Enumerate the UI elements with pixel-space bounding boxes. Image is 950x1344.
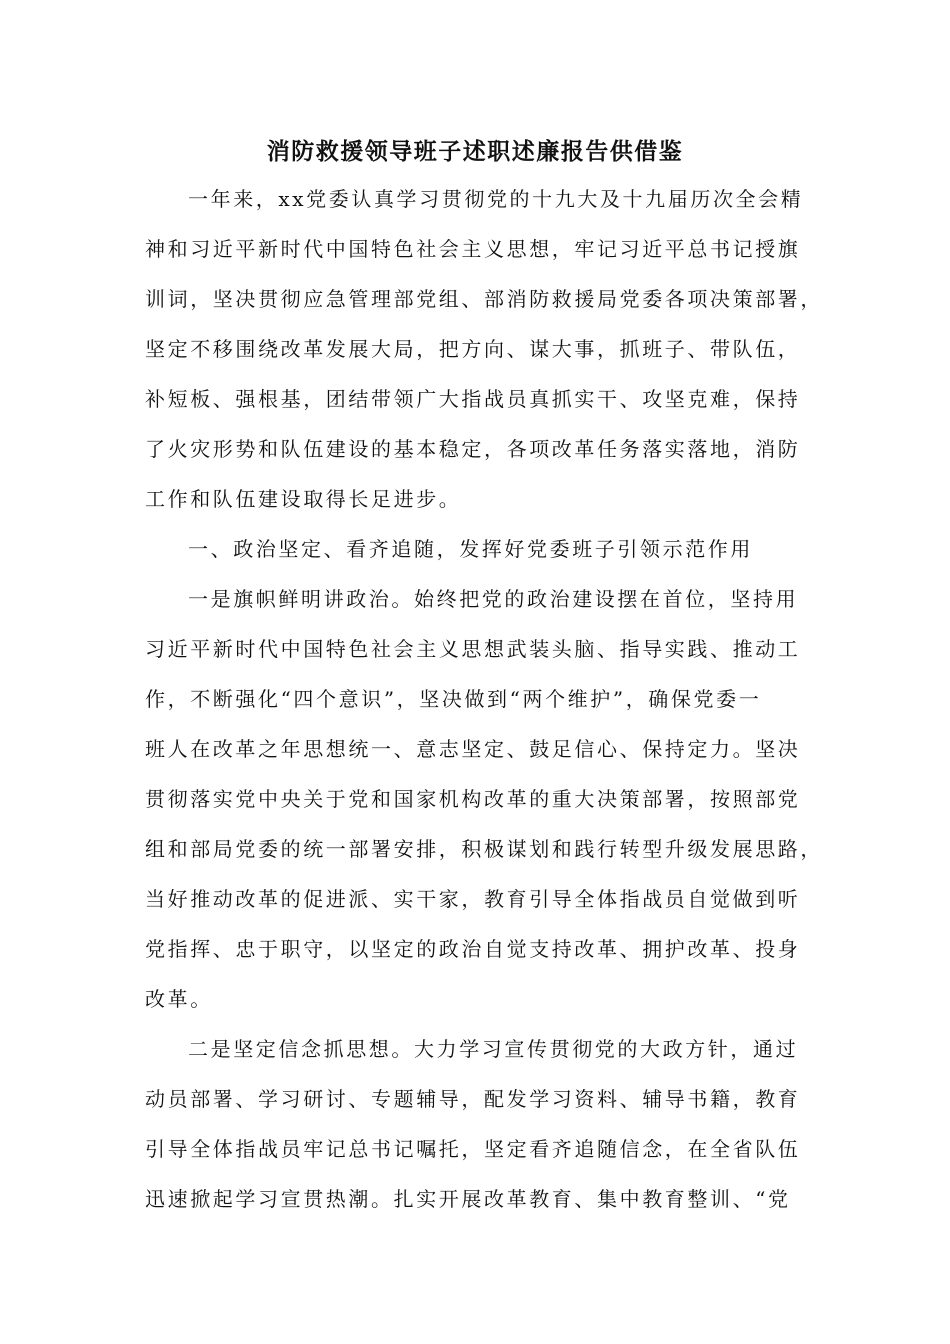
text-line: 班人在改革之年思想统一、意志坚定、鼓足信心、保持定力。坚决 (145, 737, 801, 761)
text-line: 了火灾形势和队伍建设的基本稳定，各项改革任务落实落地，消防 (145, 437, 801, 461)
section-heading: 一、政治坚定、看齐追随，发挥好党委班子引领示范作用 (188, 537, 753, 561)
text-line: 组和部局党委的统一部署安排，积极谋划和践行转型升级发展思路， (145, 837, 823, 861)
text-line: 坚定不移围绕改革发展大局，把方向、谋大事，抓班子、带队伍， (145, 337, 801, 361)
text-line: 神和习近平新时代中国特色社会主义思想，牢记习近平总书记授旗 (145, 237, 801, 261)
text-line: 一是旗帜鲜明讲政治。始终把党的政治建设摆在首位，坚持用 (188, 587, 799, 611)
text-line: 补短板、强根基，团结带领广大指战员真抓实干、攻坚克难，保持 (145, 387, 801, 411)
text-line: 引导全体指战员牢记总书记嘱托，坚定看齐追随信念，在全省队伍 (145, 1137, 801, 1161)
text-line: 二是坚定信念抓思想。大力学习宣传贯彻党的大政方针，通过 (188, 1037, 799, 1061)
text-line: 当好推动改革的促进派、实干家，教育引导全体指战员自觉做到听 (145, 887, 801, 911)
text-line: 作，不断强化“四个意识”，坚决做到“两个维护”，确保党委一 (145, 687, 762, 711)
text-line: 迅速掀起学习宣贯热潮。扎实开展改革教育、集中教育整训、“党 (145, 1187, 791, 1211)
document-title: 消防救援领导班子述职述廉报告供借鉴 (266, 138, 684, 165)
text-line: 动员部署、学习研讨、专题辅导，配发学习资料、辅导书籍，教育 (145, 1087, 801, 1111)
text-line: 一年来，xx党委认真学习贯彻党的十九大及十九届历次全会精 (188, 187, 804, 211)
text-line: 习近平新时代中国特色社会主义思想武装头脑、指导实践、推动工 (145, 637, 801, 661)
text-line: 贯彻落实党中央关于党和国家机构改革的重大决策部署，按照部党 (145, 787, 801, 811)
text-line: 党指挥、忠于职守，以坚定的政治自觉支持改革、拥护改革、投身 (145, 937, 801, 961)
text-line: 训词，坚决贯彻应急管理部党组、部消防救援局党委各项决策部署， (145, 287, 823, 311)
text-line: 改革。 (145, 987, 213, 1011)
document-body (145, 174, 823, 1224)
text-line: 工作和队伍建设取得长足进步。 (145, 487, 462, 511)
